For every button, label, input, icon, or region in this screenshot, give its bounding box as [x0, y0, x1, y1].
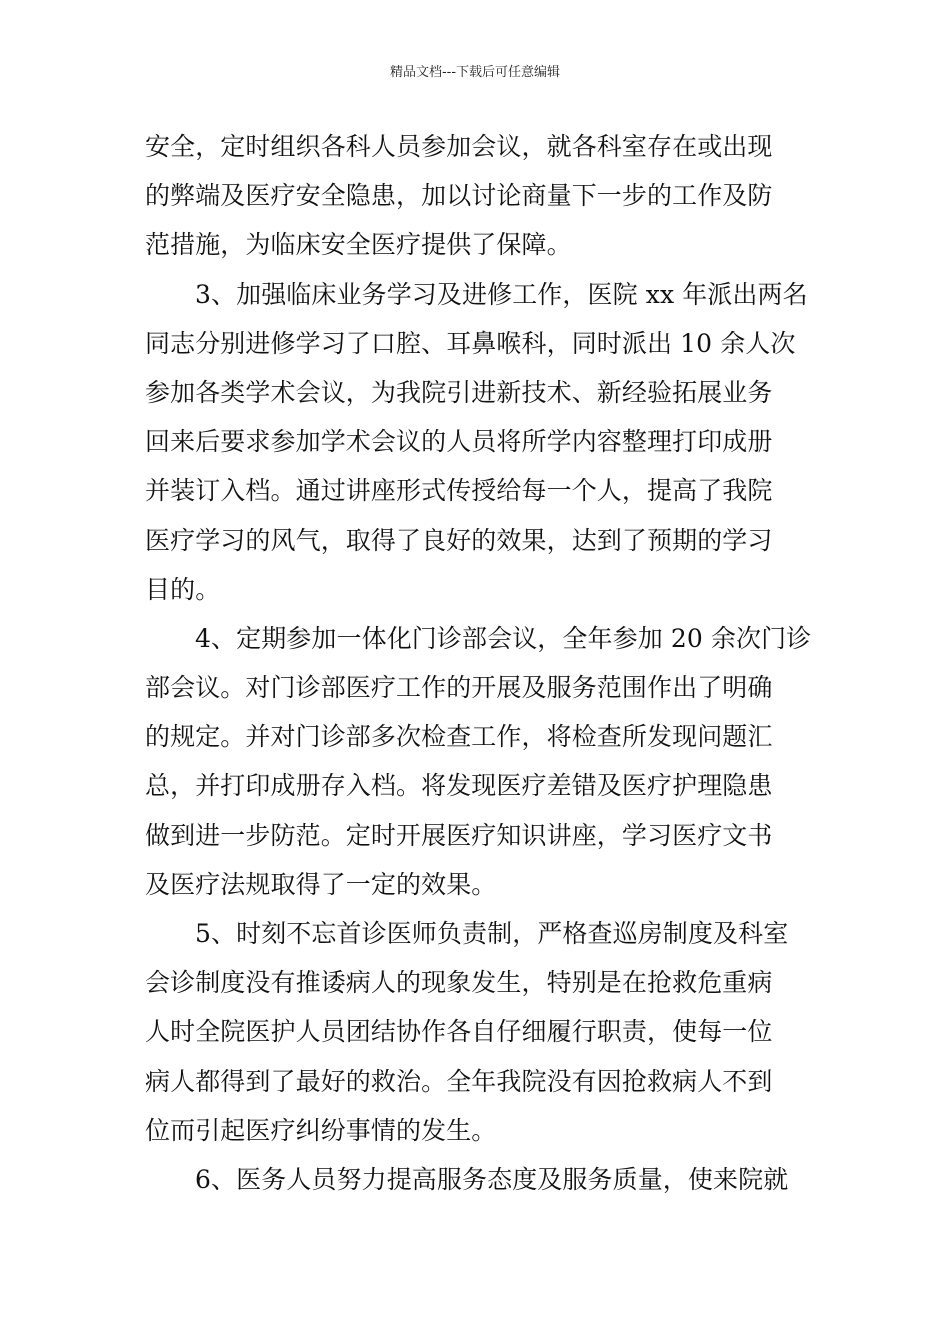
text-line: 4、定期参加一体化门诊部会议，全年参加 20 余次门诊: [195, 623, 812, 653]
text-line: 同志分别进修学习了口腔、耳鼻喉科，同时派出 10 余人次: [145, 328, 796, 358]
text-line: 的规定。并对门诊部多次检查工作，将检查所发现问题汇: [145, 722, 773, 752]
text-line: 部会议。对门诊部医疗工作的开展及服务范围作出了明确: [145, 673, 773, 703]
text-line: 并装订入档。通过讲座形式传授给每一个人，提高了我院: [145, 476, 773, 506]
page-header: 精品文档---下载后可任意编辑: [389, 65, 561, 80]
text-line: 6、医务人员努力提高服务态度及服务质量，使来院就: [195, 1164, 789, 1194]
text-line: 总，并打印成册存入档。将发现医疗差错及医疗护理隐患: [145, 771, 773, 801]
text-line: 3、加强临床业务学习及进修工作，医院 xx 年派出两名: [195, 279, 808, 309]
text-line: 范措施，为临床安全医疗提供了保障。: [145, 230, 572, 260]
text-line: 位而引起医疗纠纷事情的发生。: [145, 1115, 497, 1145]
text-line: 回来后要求参加学术会议的人员将所学内容整理打印成册: [145, 427, 773, 457]
text-line: 医疗学习的风气，取得了良好的效果，达到了预期的学习: [145, 525, 773, 555]
text-line: 会诊制度没有推诿病人的现象发生，特别是在抢救危重病: [145, 968, 773, 998]
text-line: 参加各类学术会议，为我院引进新技术、新经验拓展业务: [145, 377, 773, 407]
body-text: [145, 122, 810, 1204]
text-line: 的弊端及医疗安全隐患，加以讨论商量下一步的工作及防: [145, 181, 773, 211]
text-line: 人时全院医护人员团结协作各自仔细履行职责，使每一位: [145, 1017, 773, 1047]
text-line: 做到进一步防范。定时开展医疗知识讲座，学习医疗文书: [145, 820, 773, 850]
text-line: 目的。: [145, 574, 221, 604]
text-line: 及医疗法规取得了一定的效果。: [145, 869, 497, 899]
text-line: 病人都得到了最好的救治。全年我院没有因抢救病人不到: [145, 1066, 773, 1096]
text-line: 安全，定时组织各科人员参加会议，就各科室存在或出现: [145, 132, 773, 161]
text-line: 5、时刻不忘首诊医师负责制，严格查巡房制度及科室: [195, 919, 789, 948]
